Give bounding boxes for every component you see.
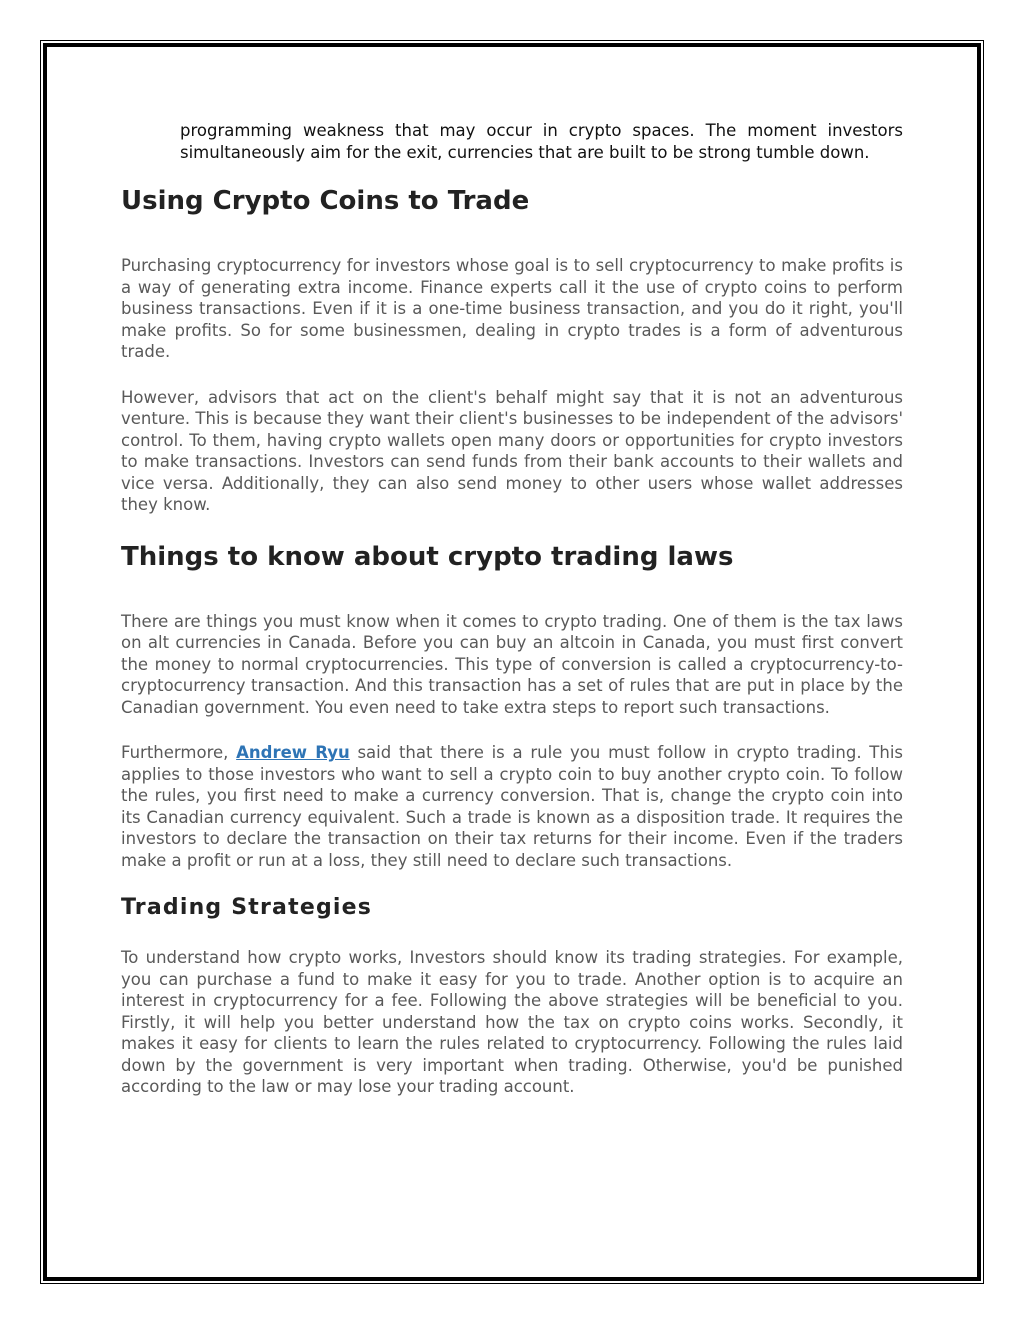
heading-crypto-trading-laws: Things to know about crypto trading laws (121, 541, 734, 572)
heading-trading-strategies: Trading Strategies (121, 895, 373, 921)
heading-using-crypto-coins: Using Crypto Coins to Trade (121, 186, 530, 217)
document-content (121, 120, 903, 1098)
paragraph-furthermore (121, 742, 903, 871)
furthermore-text-after: said that there is a rule you must follow in crypto trading. This applies to those investors who want to sell a crypto coin to buy another crypto coin. To follow the rules, you first need to make a currency conversion. That is, change the crypto coin into its Canadian currency equivalent. Such a trade is known as a disposition trade. It requires the investors to declare the transaction on their tax returns for their income. Even if the traders make a profit or run at a loss, they still need to declare such transactions. (121, 743, 904, 870)
paragraph-however: However, advisors that act on the client's behalf might say that it is not an adventurous venture. This is because they want their client's businesses to be independent of the advisors' control. To them, having crypto wallets open many doors or opportunities for crypto investors to make transactions. Investors can send funds from their bank accounts to their wallets and vice versa. Additionally, they can also send money to other users whose wallet addresses they know. (121, 387, 903, 515)
paragraph-understand: To understand how crypto works, Investors should know its trading strategies. For example, you can purchase a fund to make it easy for you to trade. Another option is to acquire an interest in cryptocurrency for a fee. Following the above strategies will be beneficial to you. Firstly, it will help you better understand how the tax on crypto coins works. Secondly, it makes it easy for clients to learn the rules related to cryptocurrency. Following the rules laid down by the government is very important when trading. Otherwise, you'd be punished according to the law or may lose your trading account. (121, 948, 903, 1097)
furthermore-text-before: Furthermore, (121, 743, 237, 763)
andrew-ryu-link[interactable]: Andrew Ryu (236, 743, 350, 763)
intro-paragraph: programming weakness that may occur in crypto spaces. The moment investors simultaneously aim for the exit, currencies that are built to be strong tumble down. (180, 121, 903, 162)
paragraph-there-are-things: There are things you must know when it comes to crypto trading. One of them is the tax laws on alt currencies in Canada. Before you can buy an altcoin in Canada, you must first convert the money to normal cryptocurrencies. This type of conversion is called a cryptocurrency-to-cryptocurrency transaction. And this transaction has a set of rules that are put in place by the Canadian government. You even need to take extra steps to report such transactions. (121, 611, 903, 717)
paragraph-purchasing: Purchasing cryptocurrency for investors whose goal is to sell cryptocurrency to make profits is a way of generating extra income. Finance experts call it the use of crypto coins to perform business transactions. Even if it is a one-time business transaction, and you do it right, you'll make profits. So for some businessmen, dealing in crypto trades is a form of adventurous trade. (121, 256, 903, 362)
